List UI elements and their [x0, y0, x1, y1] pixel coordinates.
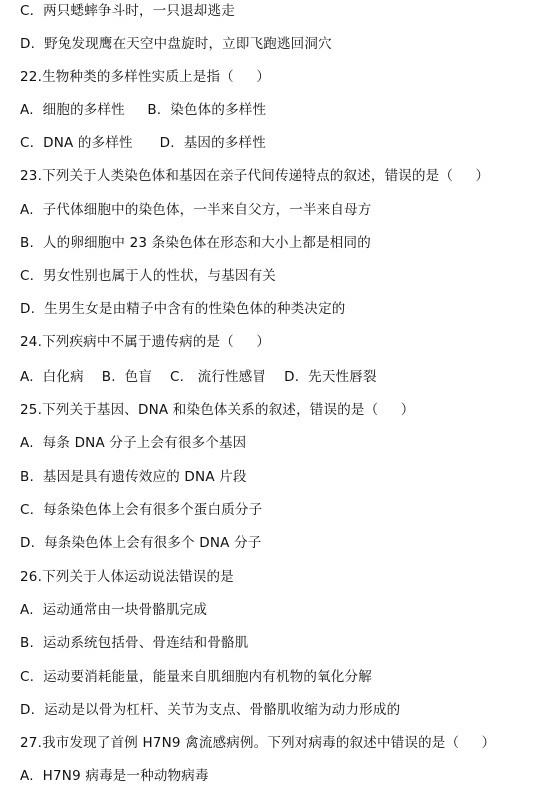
question-26: 26.下列关于人体运动说法错误的是 [20, 569, 234, 585]
q24-options: A. 白化病 B. 色盲 C. 流行性感冒 D. 先天性唇裂 [20, 369, 377, 385]
question-22: 22.生物种类的多样性实质上是指（ ） [20, 69, 271, 85]
question-25: 25.下列关于基因、DNA 和染色体关系的叙述，错误的是（ ） [20, 402, 415, 418]
q23-option-d: D. 生男生女是由精子中含有的性染色体的种类决定的 [20, 301, 346, 317]
q26-option-d: D. 运动是以骨为杠杆、关节为支点、骨骼肌收缩为动力形成的 [20, 702, 401, 718]
q22-options-ab: A. 细胞的多样性 B. 染色体的多样性 [20, 102, 267, 118]
q23-option-a: A. 子代体细胞中的染色体，一半来自父方，一半来自母方 [20, 202, 372, 218]
question-27: 27.我市发现了首例 H7N9 禽流感病例。下列对病毒的叙述中错误的是（ ） [20, 735, 496, 751]
q26-option-b: B. 运动系统包括骨、骨连结和骨骼肌 [20, 635, 249, 651]
question-23: 23.下列关于人类染色体和基因在亲子代间传递特点的叙述，错误的是（ ） [20, 168, 490, 184]
q23-option-c: C. 男女性别也属于人的性状，与基因有关 [20, 268, 276, 284]
q25-option-c: C. 每条染色体上会有很多个蛋白质分子 [20, 502, 263, 518]
q22-options-cd: C. DNA 的多样性 D. 基因的多样性 [20, 135, 266, 151]
q25-option-d: D. 每条染色体上会有很多个 DNA 分子 [20, 535, 262, 551]
q25-option-a: A. 每条 DNA 分子上会有很多个基因 [20, 435, 247, 451]
q26-option-a: A. 运动通常由一块骨骼肌完成 [20, 602, 208, 618]
option-d-line: D. 野兔发现鹰在天空中盘旋时，立即飞跑逃回洞穴 [20, 36, 332, 52]
option-c-line: C. 两只蟋蟀争斗时，一只退却逃走 [20, 3, 235, 19]
question-24: 24.下列疾病中不属于遗传病的是（ ） [20, 334, 271, 350]
q27-option-a: A. H7N9 病毒是一种动物病毒 [20, 768, 209, 784]
q23-option-b: B. 人的卵细胞中 23 条染色体在形态和大小上都是相同的 [20, 235, 371, 251]
q25-option-b: B. 基因是具有遗传效应的 DNA 片段 [20, 469, 247, 485]
q26-option-c: C. 运动要消耗能量，能量来自肌细胞内有机物的氧化分解 [20, 669, 372, 685]
